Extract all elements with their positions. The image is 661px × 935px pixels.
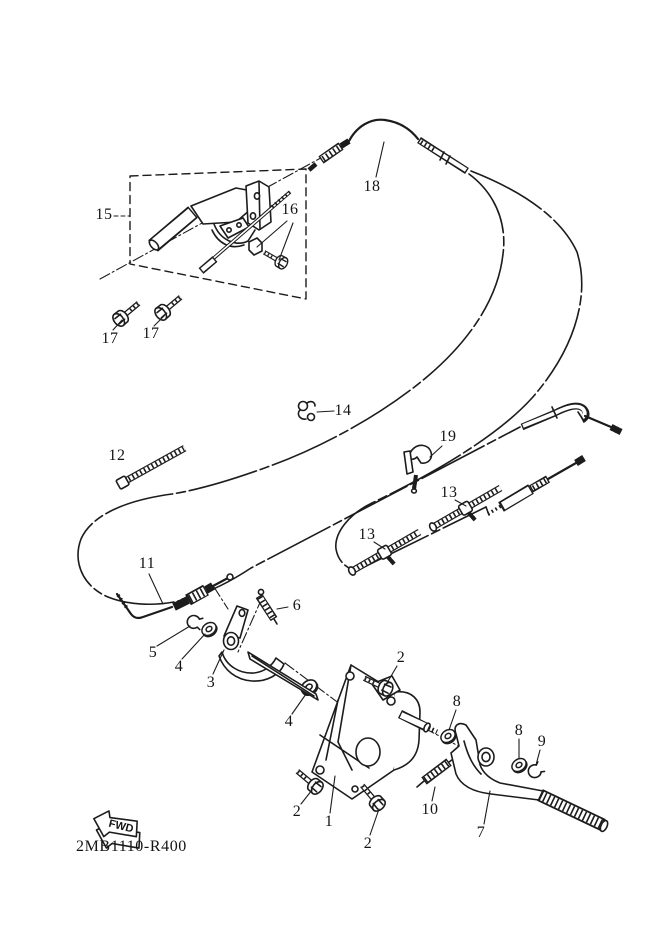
callout-part-2: 2 — [363, 835, 373, 852]
part-7-pedal — [451, 724, 609, 833]
callout-part-4: 4 — [174, 658, 184, 675]
callout-part-11: 11 — [138, 555, 156, 572]
callout-part-19: 19 — [439, 428, 457, 445]
callout-part-17: 17 — [142, 325, 160, 342]
part-9-circlip — [526, 761, 545, 780]
part-18-cable-end — [309, 120, 467, 171]
callout-part-15: 15 — [95, 206, 113, 223]
part-11-cable-end — [117, 574, 233, 618]
part-17-bolts — [111, 292, 186, 329]
callout-part-13: 13 — [440, 484, 458, 501]
part-6-spring — [258, 589, 277, 624]
part-14-clip — [298, 402, 315, 421]
callout-part-14: 14 — [334, 402, 352, 419]
part-19-cable-holder — [404, 445, 431, 493]
part-10-spring — [417, 757, 456, 787]
callout-part-7: 7 — [476, 824, 486, 841]
callout-part-2: 2 — [292, 803, 302, 820]
callout-part-12: 12 — [108, 447, 126, 464]
cable-elbow-end — [522, 406, 621, 432]
callout-part-8: 8 — [452, 693, 462, 710]
callout-part-4: 4 — [284, 713, 294, 730]
part-5-circlip — [186, 614, 203, 630]
part-8-washer — [509, 756, 529, 775]
callout-part-10: 10 — [421, 801, 439, 818]
callout-part-9: 9 — [537, 733, 547, 750]
part-code: 2MB1110-R400 — [76, 838, 187, 855]
cable-adjuster-end — [486, 458, 584, 515]
part-3-lever — [219, 606, 318, 700]
callout-part-13: 13 — [358, 526, 376, 543]
callout-part-8: 8 — [514, 722, 524, 739]
callout-part-5: 5 — [148, 644, 158, 661]
callout-part-17: 17 — [101, 330, 119, 347]
callout-part-16: 16 — [281, 201, 299, 218]
part-12-cable-tie — [116, 444, 187, 490]
fwd-arrow-label: FWD — [107, 817, 135, 836]
callout-part-18: 18 — [363, 178, 381, 195]
callout-part-1: 1 — [324, 813, 334, 830]
callout-part-6: 6 — [292, 597, 302, 614]
callout-part-2: 2 — [396, 649, 406, 666]
callout-part-3: 3 — [206, 674, 216, 691]
